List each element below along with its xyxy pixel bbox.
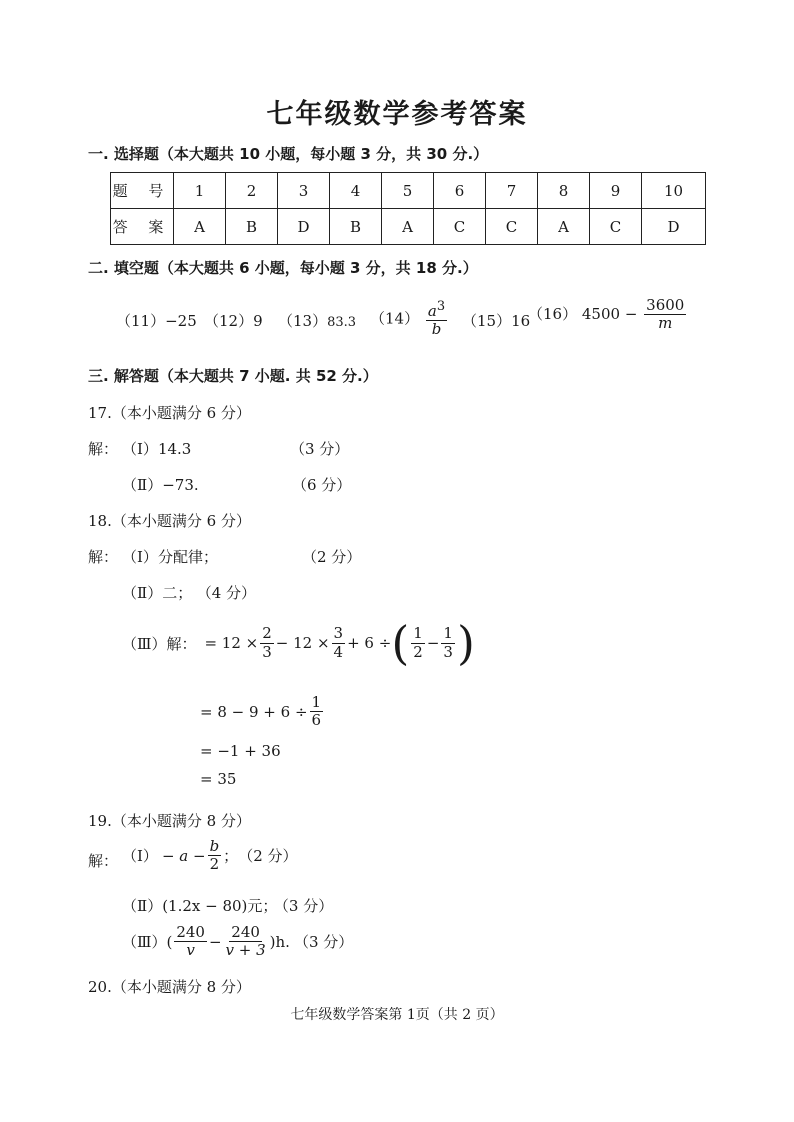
q18-jie: 解：	[88, 548, 119, 566]
answer-cell: D	[278, 209, 330, 245]
answer-q14	[370, 300, 449, 339]
q11-value: −25	[165, 312, 197, 330]
answer-cell: A	[538, 209, 590, 245]
q17-jie: 解：	[88, 440, 119, 458]
q14-fraction	[426, 300, 447, 339]
fraction: $\frac{2}{3}$	[262, 624, 272, 661]
row-header-answer: 答 案	[111, 209, 174, 245]
q16-label: （16）	[528, 304, 578, 323]
fraction: $\frac{1}{3}$	[443, 624, 453, 661]
q15-label: （15）	[462, 312, 512, 330]
question-number: 8	[538, 173, 590, 209]
table-row-answers	[111, 209, 706, 245]
fraction: $\frac{3}{4}$	[333, 624, 344, 661]
question-number: 9	[590, 173, 642, 209]
q18-part3-label: （Ⅲ）解：	[122, 634, 197, 653]
question-number: 5	[382, 173, 434, 209]
answer-q15	[462, 310, 530, 331]
q12-value: 9	[253, 312, 263, 330]
q16-prefix: 4500 −	[581, 304, 638, 323]
q15-value: 16	[511, 312, 531, 330]
answer-cell: C	[434, 209, 486, 245]
q19-heading: 19.（本小题满分 8 分）	[88, 812, 251, 830]
q17-part2: （Ⅱ）−73.	[122, 476, 199, 494]
answer-cell: A	[174, 209, 226, 245]
section2-heading: 二. 填空题（本大题共 6 小题，每小题 3 分，共 18 分.）	[88, 259, 478, 277]
answer-q16	[528, 297, 688, 333]
q18-part2: （Ⅱ）二； （4 分）	[122, 584, 257, 602]
q12-label: （12）	[204, 312, 254, 330]
fraction: $\frac{240}{v + 3}$	[225, 923, 266, 960]
section1-heading: 一. 选择题（本大题共 10 小题，每小题 3 分，共 30 分.）	[88, 145, 489, 163]
page-footer: 七年级数学答案第 1页（共 2 页）	[290, 1007, 504, 1023]
question-number: 2	[226, 173, 278, 209]
row-header-number: 题 号	[111, 173, 174, 209]
answer-cell: D	[642, 209, 706, 245]
question-number: 10	[642, 173, 706, 209]
q13-label: （13）	[278, 312, 328, 330]
q19-part3: （Ⅲ） ( $\frac{240}{v}$ − $\frac{240}{v + 3}$ )h. （3 分）	[122, 923, 354, 960]
question-number: 1	[174, 173, 226, 209]
answer-cell: B	[330, 209, 382, 245]
answer-cell: A	[382, 209, 434, 245]
q18-part1: （Ⅰ）分配律；	[122, 548, 218, 566]
q18-score1: （2 分）	[302, 548, 362, 566]
answer-q12	[204, 310, 263, 331]
q17-score2: （6 分）	[292, 476, 352, 494]
q18-step2: = 8 − 9 + 6 ÷ $\frac{1}{6}$	[200, 693, 322, 730]
table-row-numbers	[111, 173, 706, 209]
section3-heading: 三. 解答题（本大题共 7 小题. 共 52 分.）	[88, 367, 378, 385]
answer-q13	[278, 310, 356, 331]
q14-label: （14）	[370, 309, 420, 328]
page-title: 七年级数学参考答案	[266, 99, 528, 130]
q19-part1: （Ⅰ） − a − $\frac{b}{2}$ ； （2 分）	[122, 837, 298, 874]
q14-numerator: $a^3$	[427, 299, 446, 320]
answer-q11	[116, 310, 197, 331]
q19-jie: 解：	[88, 852, 119, 870]
q18-step3: = −1 + 36	[200, 742, 281, 760]
q13-value: 83.3	[327, 315, 357, 330]
answer-cell: C	[486, 209, 538, 245]
q17-heading: 17.（本小题满分 6 分）	[88, 404, 251, 422]
answer-cell: C	[590, 209, 642, 245]
fraction: $\frac{240}{v}$	[176, 923, 205, 960]
q16-fraction: $\frac{3600}{m}$	[646, 296, 685, 333]
fraction: $\frac{b}{2}$	[209, 837, 220, 874]
answer-cell: B	[226, 209, 278, 245]
q20-heading: 20.（本小题满分 8 分）	[88, 978, 251, 996]
question-number: 3	[278, 173, 330, 209]
q19-part2: （Ⅱ）(1.2x − 80)元； （3 分）	[122, 897, 334, 915]
fraction: $\frac{1}{6}$	[311, 693, 322, 730]
question-number: 7	[486, 173, 538, 209]
q17-part1: （Ⅰ）14.3	[122, 440, 192, 458]
left-paren-icon: (	[391, 616, 410, 670]
q18-step4: = 35	[200, 770, 237, 788]
question-number: 6	[434, 173, 486, 209]
q18-heading: 18.（本小题满分 6 分）	[88, 512, 251, 530]
q18-part3: （Ⅲ）解： = 12 × $\frac{2}{3}$ − 12 × $\frac{3}{4}$ + 6 ÷ ( $\frac{1}{2}$ − $\frac{1}{3}$ )	[122, 616, 475, 670]
right-paren-icon: )	[456, 616, 475, 670]
answer-table	[110, 172, 706, 245]
q11-label: （11）	[116, 312, 166, 330]
q14-denominator: b	[431, 320, 442, 339]
question-number: 4	[330, 173, 382, 209]
fraction: $\frac{1}{2}$	[413, 624, 423, 661]
q17-score1: （3 分）	[290, 440, 350, 458]
